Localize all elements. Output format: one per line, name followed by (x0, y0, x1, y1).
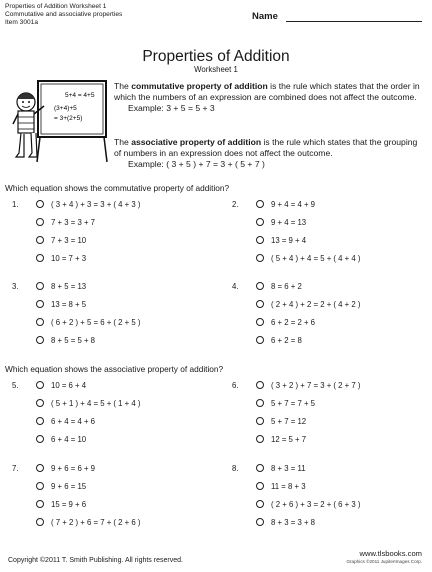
answer-text: 11 = 8 + 3 (271, 482, 306, 491)
answer-option[interactable] (256, 236, 306, 245)
answer-text: ( 2 + 4 ) + 2 = 2 + ( 4 + 2 ) (271, 300, 361, 309)
footer-credits (346, 549, 422, 564)
answer-option[interactable] (36, 417, 95, 426)
item-number: Item 3001a (5, 19, 38, 26)
radio-circle-icon[interactable] (36, 399, 44, 407)
answer-text: ( 6 + 2 ) + 5 = 6 + ( 2 + 5 ) (51, 318, 141, 327)
problem-number: 6. (232, 381, 239, 390)
worksheet-header-info (5, 3, 122, 27)
answer-text: 6 + 2 = 2 + 6 (271, 318, 316, 327)
worksheet-title-small: Properties of Addition Worksheet 1 (5, 3, 107, 10)
answer-text: 9 + 6 = 6 + 9 (51, 464, 96, 473)
answer-option[interactable] (256, 482, 306, 491)
answer-option[interactable] (36, 254, 86, 263)
answer-option[interactable] (256, 318, 315, 327)
answer-option[interactable] (256, 518, 315, 527)
answer-text: 5 + 7 = 7 + 5 (271, 399, 316, 408)
answer-text: 15 = 9 + 6 (51, 500, 87, 509)
board-line-1: 5+4 = 4+5 (65, 92, 95, 99)
commutative-definition: The commutative property of addition is the rule which states that the order in which the numbers of an expression are combined does not affect the outcome. Example: 3 + 5 = 5 + 3 (114, 81, 426, 113)
radio-circle-icon[interactable] (256, 500, 264, 508)
radio-circle-icon[interactable] (256, 417, 264, 425)
answer-option[interactable] (36, 236, 86, 245)
radio-circle-icon[interactable] (256, 200, 264, 208)
graphics-credit: Graphics ©2011 JupiterImages Corp. (346, 559, 422, 564)
radio-circle-icon[interactable] (256, 254, 264, 262)
copyright-notice: Copyright ©2011 T. Smith Publishing. All rights reserved. (8, 557, 183, 564)
radio-circle-icon[interactable] (256, 464, 264, 472)
answer-option[interactable] (36, 300, 86, 309)
question-associative: Which equation shows the associative property of addition? (5, 364, 224, 374)
answer-text: 12 = 5 + 7 (271, 435, 307, 444)
answer-text: 6 + 2 = 8 (271, 336, 302, 345)
radio-circle-icon[interactable] (256, 318, 264, 326)
problem-number: 2. (232, 200, 239, 209)
answer-text: 8 + 3 = 11 (271, 464, 306, 473)
radio-circle-icon[interactable] (256, 482, 264, 490)
radio-circle-icon[interactable] (256, 236, 264, 244)
answer-option[interactable] (36, 318, 141, 327)
page-subtitle: Worksheet 1 (194, 65, 238, 74)
answer-option[interactable] (256, 200, 315, 209)
radio-circle-icon[interactable] (36, 282, 44, 290)
answer-text: ( 5 + 1 ) + 4 = 5 + ( 1 + 4 ) (51, 399, 141, 408)
radio-circle-icon[interactable] (256, 381, 264, 389)
answer-option[interactable] (256, 218, 306, 227)
radio-circle-icon[interactable] (36, 464, 44, 472)
radio-circle-icon[interactable] (36, 500, 44, 508)
answer-option[interactable] (36, 435, 86, 444)
answer-text: ( 3 + 4 ) + 3 = 3 + ( 4 + 3 ) (51, 200, 141, 209)
radio-circle-icon[interactable] (36, 236, 44, 244)
name-field[interactable] (252, 11, 422, 25)
problem-number: 7. (12, 464, 19, 473)
problem-number: 1. (12, 200, 19, 209)
radio-circle-icon[interactable] (36, 254, 44, 262)
answer-text: 8 + 5 = 5 + 8 (51, 336, 96, 345)
answer-text: 6 + 4 = 10 (51, 435, 87, 444)
website-link[interactable]: www.tlsbooks.com (359, 549, 422, 558)
answer-text: 5 + 7 = 12 (271, 417, 307, 426)
radio-circle-icon[interactable] (36, 336, 44, 344)
answer-text: 10 = 7 + 3 (51, 254, 87, 263)
problem-number: 3. (12, 282, 19, 291)
page-title: Properties of Addition (142, 48, 290, 65)
radio-circle-icon[interactable] (36, 218, 44, 226)
answer-text: ( 3 + 2 ) + 7 = 3 + ( 2 + 7 ) (271, 381, 361, 390)
radio-circle-icon[interactable] (36, 300, 44, 308)
answer-option[interactable] (36, 336, 95, 345)
radio-circle-icon[interactable] (36, 417, 44, 425)
answer-text: 7 + 3 = 10 (51, 236, 87, 245)
radio-circle-icon[interactable] (256, 336, 264, 344)
answer-text: 8 + 5 = 13 (51, 282, 87, 291)
answer-option[interactable] (36, 200, 141, 209)
answer-option[interactable] (256, 381, 361, 390)
answer-text: ( 7 + 2 ) + 6 = 7 + ( 2 + 6 ) (51, 518, 141, 527)
commutative-term: commutative property of addition (131, 81, 268, 91)
problem-number: 8. (232, 464, 239, 473)
radio-circle-icon[interactable] (36, 482, 44, 490)
answer-option[interactable] (256, 464, 306, 473)
answer-text: 13 = 8 + 5 (51, 300, 87, 309)
answer-text: 13 = 9 + 4 (271, 236, 307, 245)
radio-circle-icon[interactable] (36, 200, 44, 208)
associative-definition: The associative property of addition is the rule which states that the grouping of numbers in an expression does not affect the outcome. Example: ( 3 + 5 ) + 7 = 3 + ( 5 + 7 ) (114, 137, 426, 169)
teacher-at-chalkboard-icon (10, 78, 110, 164)
name-label: Name (252, 11, 278, 22)
answer-option[interactable] (256, 399, 315, 408)
answer-option[interactable] (256, 254, 361, 263)
board-line-2: (3+4)+5 (54, 105, 77, 112)
answer-text: 8 + 3 = 3 + 8 (271, 518, 316, 527)
teacher-at-chalkboard-illustration (10, 78, 110, 164)
answer-option[interactable] (36, 464, 95, 473)
radio-circle-icon[interactable] (256, 518, 264, 526)
answer-option[interactable] (256, 282, 302, 291)
answer-option[interactable] (36, 399, 141, 408)
question-commutative: Which equation shows the commutative property of addition? (5, 183, 230, 193)
answer-text: 9 + 4 = 13 (271, 218, 307, 227)
answer-option[interactable] (36, 482, 86, 491)
board-line-3: = 3+(2+5) (54, 115, 83, 122)
problem-number: 4. (232, 282, 239, 291)
worksheet-topic: Commutative and associative properties (5, 11, 123, 18)
answer-option[interactable] (36, 518, 141, 527)
radio-circle-icon[interactable] (36, 435, 44, 443)
radio-circle-icon[interactable] (256, 300, 264, 308)
answer-text: 9 + 6 = 15 (51, 482, 87, 491)
commutative-example: Example: 3 + 5 = 5 + 3 (128, 102, 215, 113)
radio-circle-icon[interactable] (36, 318, 44, 326)
radio-circle-icon[interactable] (256, 435, 264, 443)
answer-text: ( 2 + 6 ) + 3 = 2 + ( 6 + 3 ) (271, 500, 361, 509)
answer-option[interactable] (256, 435, 306, 444)
radio-circle-icon[interactable] (36, 381, 44, 389)
radio-circle-icon[interactable] (256, 218, 264, 226)
answer-option[interactable] (256, 500, 361, 509)
answer-text: 8 = 6 + 2 (271, 282, 302, 291)
answer-text: ( 5 + 4 ) + 4 = 5 + ( 4 + 4 ) (271, 254, 361, 263)
associative-example: Example: ( 3 + 5 ) + 7 = 3 + ( 5 + 7 ) (128, 158, 265, 169)
radio-circle-icon[interactable] (256, 282, 264, 290)
name-line[interactable] (286, 21, 422, 22)
answer-option[interactable] (36, 381, 86, 390)
answer-text: 7 + 3 = 3 + 7 (51, 218, 96, 227)
answer-option[interactable] (256, 336, 302, 345)
answer-text: 9 + 4 = 4 + 9 (271, 200, 316, 209)
associative-term: associative property of addition (131, 137, 262, 147)
radio-circle-icon[interactable] (256, 399, 264, 407)
problem-number: 5. (12, 381, 19, 390)
answer-option[interactable] (36, 500, 86, 509)
answer-option[interactable] (36, 218, 95, 227)
answer-text: 6 + 4 = 4 + 6 (51, 417, 96, 426)
answer-option[interactable] (36, 282, 86, 291)
answer-option[interactable] (256, 417, 306, 426)
radio-circle-icon[interactable] (36, 518, 44, 526)
answer-option[interactable] (256, 300, 361, 309)
answer-text: 10 = 6 + 4 (51, 381, 87, 390)
